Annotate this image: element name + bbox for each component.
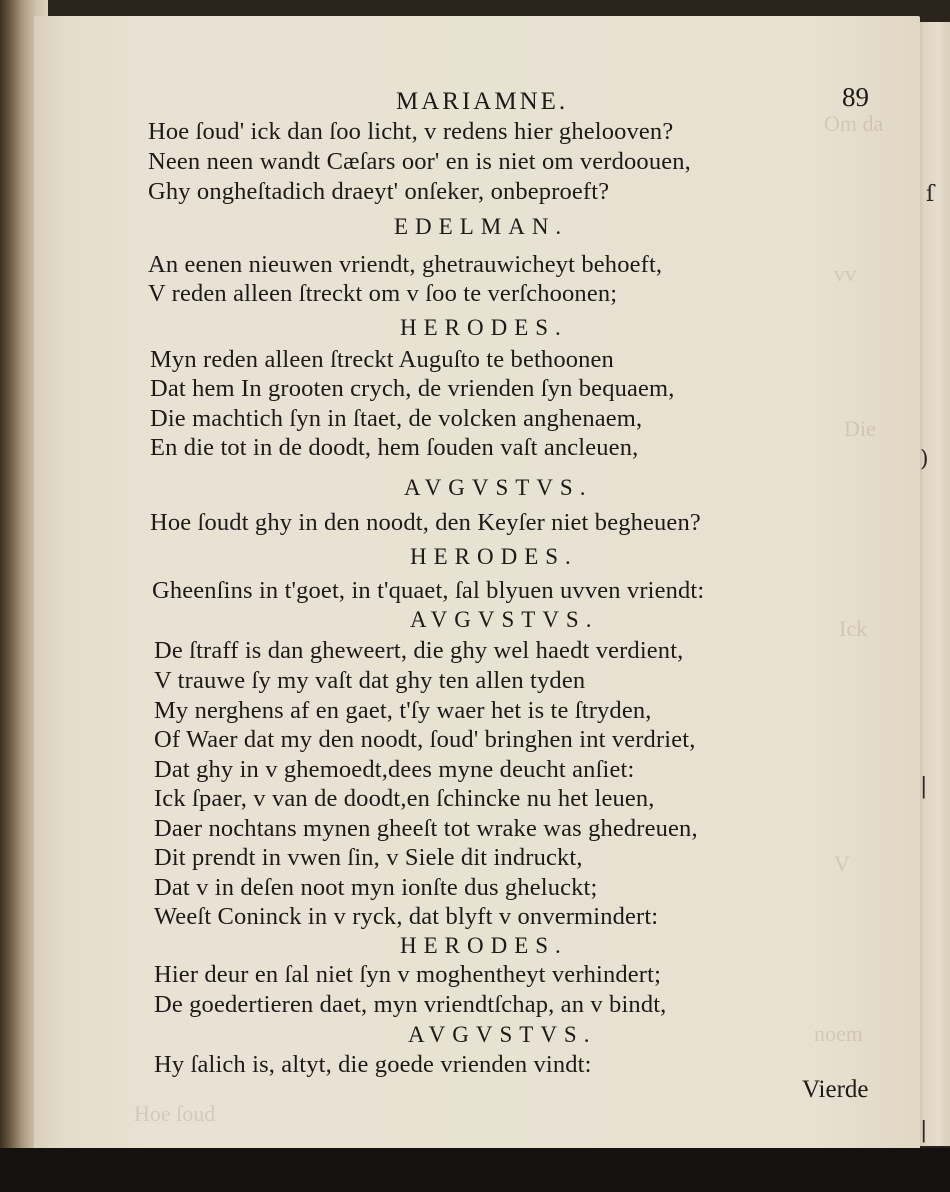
page-number: 89	[842, 82, 869, 112]
speaker-name: HERODES.	[410, 544, 578, 569]
verse-line: Dat v in deſen noot myn ionſte dus gheluckt;	[154, 874, 598, 901]
verse-line: V reden alleen ſtreckt om v ſoo te verſchoonen;	[148, 280, 618, 307]
speaker-name: AVGVSTVS.	[404, 475, 593, 500]
verse-line: Hy ſalich is, altyt, die goede vrienden vindt:	[154, 1051, 592, 1078]
speaker-name: HERODES.	[400, 933, 568, 958]
verse-line: Die machtich ſyn in ſtaet, de volcken anghenaem,	[150, 405, 643, 432]
edge-glyph: |	[920, 1118, 928, 1143]
verse-line: Dat ghy in v ghemoedt,dees myne deucht anſiet:	[154, 756, 635, 783]
verse-line: Of Waer dat my den noodt, ſoud' bringhen int verdriet,	[154, 726, 696, 753]
edge-glyph: )	[920, 447, 929, 472]
speaker-name: HERODES.	[400, 315, 568, 340]
verse-line: Gheenſins in t'goet, in t'quaet, ſal blyuen uvven vriendt:	[152, 577, 705, 604]
verse-line: V trauwe ſy my vaſt dat ghy ten allen tyden	[154, 667, 586, 694]
speaker-name: AVGVSTVS.	[408, 1022, 597, 1047]
verse-line: Ghy ongheſtadich draeyt' onſeker, onbeproeft?	[148, 178, 610, 205]
verse-line: Hoe ſoud' ick dan ſoo licht, v redens hier ghelooven?	[148, 118, 674, 145]
verse-line: Dat hem In grooten crych, de vrienden ſyn bequaem,	[150, 375, 675, 402]
verse-line: Ick ſpaer, v van de doodt,en ſchincke nu het leuen,	[154, 785, 655, 812]
verse-line: De goedertieren daet, myn vriendtſchap, an v bindt,	[154, 991, 667, 1018]
book-page: Om da vv Die Ick V noem Hoe ſoud	[34, 16, 920, 1152]
verse-line: Hier deur en ſal niet ſyn v moghentheyt verhindert;	[154, 961, 662, 988]
running-title: MARIAMNE.	[396, 88, 569, 115]
verse-line: Daer nochtans mynen gheeſt tot wrake was ghedreuen,	[154, 815, 698, 842]
verse-line: Dit prendt in vwen ſin, v Siele dit indruckt,	[154, 844, 583, 871]
speaker-name: EDELMAN.	[394, 214, 569, 239]
verse-line: En die tot in de doodt, hem ſouden vaſt ancleuen,	[150, 434, 639, 461]
catchword: Vierde	[802, 1076, 869, 1103]
verse-line: My nerghens af en gaet, t'ſy waer het is te ſtryden,	[154, 697, 652, 724]
verse-line: De ſtraff is dan gheweert, die ghy wel haedt verdient,	[154, 637, 684, 664]
verse-line: Weeſt Coninck in v ryck, dat blyft v onvermindert:	[154, 903, 659, 930]
verse-line: An eenen nieuwen vriendt, ghetrauwicheyt behoeft,	[148, 251, 663, 278]
verse-line: Neen neen wandt Cæſars oor' en is niet om verdoouen,	[148, 148, 691, 175]
verse-line: Myn reden alleen ſtreckt Auguſto te bethoonen	[150, 346, 614, 373]
verse-line: Hoe ſoudt ghy in den noodt, den Keyſer niet begheuen?	[150, 509, 701, 536]
edge-glyph: |	[920, 774, 928, 799]
edge-glyph: ſ	[926, 182, 935, 207]
speaker-name: AVGVSTVS.	[410, 607, 599, 632]
